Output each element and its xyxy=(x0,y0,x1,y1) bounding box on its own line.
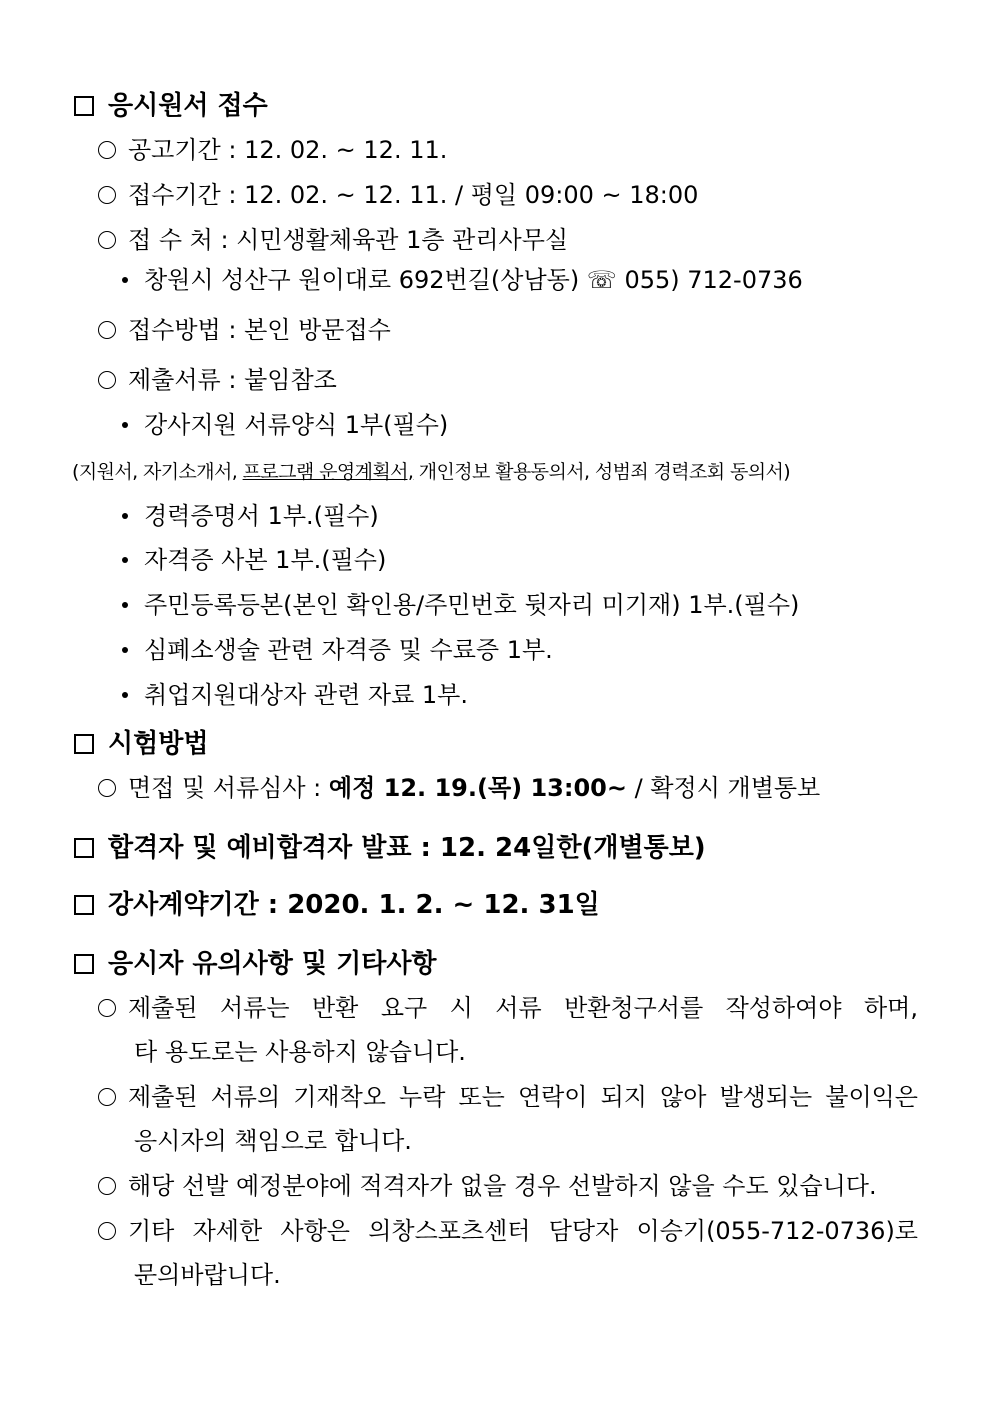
note-1: 제출된 서류는 반환 요구 시 서류 반환청구서를 작성하여야 하며, 타 용도로는 사용하지 않습니다. xyxy=(98,992,918,1068)
doc-item: 자격증 사본 1부.(필수) xyxy=(122,544,386,576)
dot-bullet-icon xyxy=(122,647,128,653)
section-heading-contract: 강사계약기간 : 2020. 1. 2. ~ 12. 31일 xyxy=(74,889,600,921)
section-heading-notes: 응시자 유의사항 및 기타사항 xyxy=(74,948,437,980)
address: 창원시 성산구 원이대로 692번길(상남동) ☏ 055) 712-0736 xyxy=(122,264,803,296)
receipt-method: 접수방법 : 본인 방문접수 xyxy=(98,314,391,346)
notice-period: 공고기간 : 12. 02. ~ 12. 11. xyxy=(98,134,447,166)
section-heading-exam: 시험방법 xyxy=(74,728,208,760)
circle-bullet-icon xyxy=(98,999,116,1017)
dot-bullet-icon xyxy=(122,692,128,698)
section-heading-announcement: 합격자 및 예비합격자 발표 : 12. 24일한(개별통보) xyxy=(74,832,706,864)
forms-note: (지원서, 자기소개서, 프로그램 운영계획서, 개인정보 활용동의서, 성범죄 경력조회 동의서) xyxy=(72,461,791,483)
dot-bullet-icon xyxy=(122,602,128,608)
exam-item: 면접 및 서류심사 : 예정 12. 19.(목) 13:00~ / 확정시 개별통보 xyxy=(98,772,820,804)
circle-bullet-icon xyxy=(98,186,116,204)
note-2: 제출된 서류의 기재착오 누락 또는 연락이 되지 않아 발생되는 불이익은 응시자의 책임으로 합니다. xyxy=(98,1081,918,1157)
section-heading-application: 응시원서 접수 xyxy=(74,90,268,122)
documents: 제출서류 : 붙임참조 xyxy=(98,364,337,396)
circle-bullet-icon xyxy=(98,779,116,797)
doc-item: 주민등록등본(본인 확인용/주민번호 뒷자리 미기재) 1부.(필수) xyxy=(122,589,799,621)
circle-bullet-icon xyxy=(98,321,116,339)
receipt-period: 접수기간 : 12. 02. ~ 12. 11. / 평일 09:00 ~ 18:00 xyxy=(98,179,698,211)
dot-bullet-icon xyxy=(122,422,128,428)
circle-bullet-icon xyxy=(98,371,116,389)
circle-bullet-icon xyxy=(98,141,116,159)
circle-bullet-icon xyxy=(98,1088,116,1106)
square-bullet-icon xyxy=(74,734,94,754)
circle-bullet-icon xyxy=(98,1222,116,1240)
note-4: 기타 자세한 사항은 의창스포츠센터 담당자 이승기(055-712-0736)로 문의바랍니다. xyxy=(98,1215,918,1291)
doc-item: 심폐소생술 관련 자격증 및 수료증 1부. xyxy=(122,634,553,666)
circle-bullet-icon xyxy=(98,231,116,249)
square-bullet-icon xyxy=(74,96,94,116)
dot-bullet-icon xyxy=(122,513,128,519)
doc-item: 강사지원 서류양식 1부(필수) xyxy=(122,409,448,441)
doc-item: 취업지원대상자 관련 자료 1부. xyxy=(122,679,468,711)
circle-bullet-icon xyxy=(98,1177,116,1195)
receipt-place: 접 수 처 : 시민생활체육관 1층 관리사무실 xyxy=(98,224,568,256)
dot-bullet-icon xyxy=(122,277,128,283)
square-bullet-icon xyxy=(74,895,94,915)
square-bullet-icon xyxy=(74,954,94,974)
note-3: 해당 선발 예정분야에 적격자가 없을 경우 선발하지 않을 수도 있습니다. xyxy=(98,1170,877,1202)
dot-bullet-icon xyxy=(122,557,128,563)
doc-item: 경력증명서 1부.(필수) xyxy=(122,500,379,532)
square-bullet-icon xyxy=(74,838,94,858)
